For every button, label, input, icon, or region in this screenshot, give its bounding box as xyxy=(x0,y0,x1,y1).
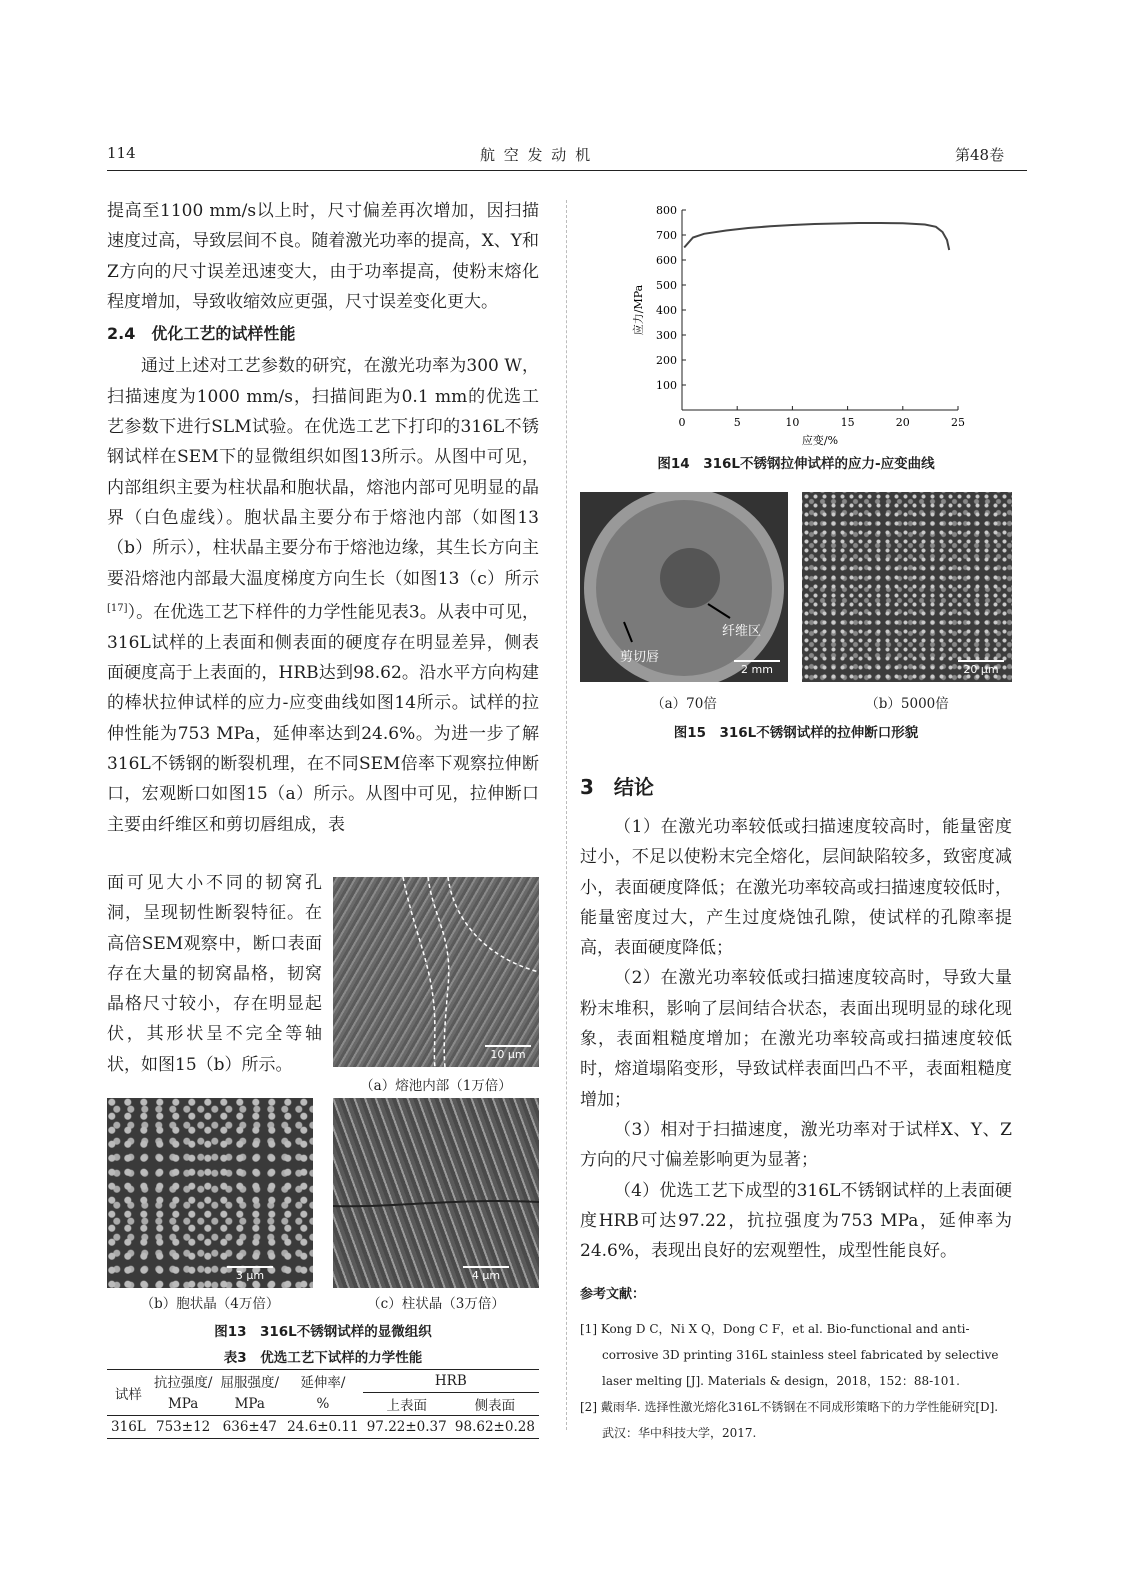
label-fiber-zone: 纤维区 xyxy=(722,624,762,639)
scale-bar: 3 μm xyxy=(227,1266,273,1282)
table-cell: 636±47 xyxy=(222,1419,277,1435)
label-shear-lip: 剪切唇 xyxy=(620,650,660,665)
x-tick-label: 25 xyxy=(951,416,965,429)
x-tick-label: 5 xyxy=(733,416,741,429)
paragraph: 面可见大小不同的韧窝孔洞，呈现韧性断裂特征。在高倍SEM观察中，断口表面存在大量的韧窝晶格，韧窝晶格尺寸较小，存在明显起伏，其形状呈不完全等轴状，如图15（b）所示。 xyxy=(107,873,322,1075)
scale-bar: 4 μm xyxy=(463,1266,509,1282)
table-header: HRB xyxy=(363,1370,539,1393)
table-header: 屈服强度/ xyxy=(220,1375,280,1392)
references-list xyxy=(580,1316,1012,1446)
figure-13a-sem-image xyxy=(333,877,539,1067)
conclusions-text xyxy=(580,812,1012,1266)
table-header: MPa xyxy=(234,1395,265,1412)
y-tick-label: 800 xyxy=(656,204,677,217)
scale-bar: 2 mm xyxy=(734,660,780,676)
figure-15b-caption: （b）5000倍 xyxy=(865,696,949,712)
figure-13b-sem-image xyxy=(107,1098,313,1288)
table-header: % xyxy=(316,1395,330,1412)
table-3 xyxy=(107,1369,539,1439)
figure-14-stress-strain-chart xyxy=(620,198,970,448)
paragraph: （4）优选工艺下成型的316L不锈钢试样的上表面硬度HRB可达97.22，抗拉强度为753 MPa，延伸率为24.6%，表现出良好的宏观塑性，成型性能良好。 xyxy=(580,1180,1012,1262)
figure-14-caption: 图14 316L不锈钢拉伸试样的应力-应变曲线 xyxy=(657,456,935,472)
header-rule xyxy=(107,170,1027,171)
table-header: 延伸率/ xyxy=(300,1375,346,1392)
section-heading-2-4: 2.4 优化工艺的试样性能 xyxy=(107,324,296,344)
table-header: 试样 xyxy=(114,1386,142,1403)
figure-13b-caption: （b）胞状晶（4万倍） xyxy=(140,1296,280,1312)
paragraph: （3）相对于扫描速度，激光功率对于试样X、Y、Z方向的尺寸偏差影响更为显著； xyxy=(580,1119,1012,1171)
x-axis-label: 应变/% xyxy=(801,434,839,447)
figure-13-caption: 图13 316L不锈钢试样的显微组织 xyxy=(214,1324,432,1340)
y-tick-label: 100 xyxy=(656,379,677,392)
reference-item: [2] 戴雨华. 选择性激光熔化316L不锈钢在不同成形策略下的力学性能研究[D]. 武汉：华中科技大学，2017. xyxy=(580,1400,999,1440)
table-cell: 98.62±0.28 xyxy=(454,1419,535,1435)
scale-bar: 10 μm xyxy=(485,1045,531,1061)
series-line xyxy=(684,223,949,250)
x-tick-label: 15 xyxy=(840,416,855,429)
table-cell: 753±12 xyxy=(155,1419,211,1435)
figure-13c-caption: （c）柱状晶（3万倍） xyxy=(367,1296,505,1312)
table-cell: 24.6±0.11 xyxy=(287,1419,359,1435)
y-tick-label: 400 xyxy=(656,304,677,317)
table-header: MPa xyxy=(167,1395,199,1412)
figure-13c-sem-image xyxy=(333,1098,539,1288)
column-divider xyxy=(566,200,567,1430)
table-row xyxy=(107,1416,539,1439)
x-tick-label: 10 xyxy=(785,416,800,429)
left-column-text xyxy=(107,196,539,840)
references-heading: 参考文献： xyxy=(580,1287,646,1302)
figure-15a-fracture-image xyxy=(580,492,788,682)
paragraph: 通过上述对工艺参数的研究，在激光功率为300 W，扫描速度为1000 mm/s，扫描间距为0.1 mm的优选工艺参数下进行SLM试验。在优选工艺下打印的316L不锈钢试样在SEM下的显微组织如图13所示。从图中可见，内部组织主要为柱状晶和胞状晶，熔池内部可见明显的晶界（白色虚线）。胞状晶主要分布于熔池内部（如图13（b）所示），柱状晶主要分布于熔池边缘，其生长方向主要沿熔池内部最大温度梯度方向生长（如图13（c）所示[17]）。在优选工艺下样件的力学性能见表3。从表中可见，316L试样的上表面和侧表面的硬度存在明显差异，侧表面硬度高于上表面的，HRB达到98.62。沿水平方向构建的棒状拉伸试样的应力-应变曲线如图14所示。试样的拉伸性能为753 MPa，延伸率达到24.6%。为进一步了解316L不锈钢的断裂机理，在不同SEM倍率下观察拉伸断口，宏观断口如图15（a）所示。从图中可见，拉伸断口主要由纤维区和剪切唇组成，表 xyxy=(107,356,539,835)
y-tick-label: 700 xyxy=(656,229,677,242)
y-tick-label: 300 xyxy=(656,329,677,342)
x-tick-label: 20 xyxy=(895,416,910,429)
figure-15a-caption: （a）70倍 xyxy=(651,696,717,712)
table-header: 抗拉强度/ xyxy=(153,1375,213,1392)
figure-15b-fracture-image xyxy=(802,492,1012,682)
y-tick-label: 600 xyxy=(656,254,677,267)
table-header: 侧表面 xyxy=(474,1398,516,1414)
y-axis-label: 应力/MPa xyxy=(632,284,645,336)
scale-bar: 20 μm xyxy=(958,660,1004,676)
section-heading-3: 3 结论 xyxy=(580,775,654,799)
citation: [17] xyxy=(107,602,128,614)
y-tick-label: 500 xyxy=(656,279,677,292)
paragraph: （2）在激光功率较低或扫描速度较高时，导致大量粉末堆积，影响了层间结合状态，表面出现明显的球化现象，表面粗糙度增加；在激光功率较高或扫描速度较低时，熔道塌陷变形，导致试样表面凹凸不平，表面粗糙度增加； xyxy=(580,968,1012,1110)
left-wrap-text xyxy=(107,868,322,1080)
table-3-caption: 表3 优选工艺下试样的力学性能 xyxy=(223,1350,423,1366)
table-cell: 316L xyxy=(111,1419,146,1435)
reference-item: [1] Kong D C，Ni X Q，Dong C F，et al. Bio-functional and anti-corrosive 3D printing 316L stainless steel fabricated by selective laser melting [J]. Materials & design，2018，152：88-101. xyxy=(580,1322,999,1388)
table-header: 上表面 xyxy=(386,1398,427,1414)
x-tick-label: 0 xyxy=(678,416,686,429)
figure-15-caption: 图15 316L不锈钢试样的拉伸断口形貌 xyxy=(673,725,919,741)
journal-title: 航 空 发 动 机 xyxy=(480,146,593,164)
y-tick-label: 200 xyxy=(656,354,677,367)
volume-label: 第48卷 xyxy=(955,146,1005,164)
paragraph: （1）在激光功率较低或扫描速度较高时，能量密度过小，不足以使粉末完全熔化，层间缺陷较多，致密度减小，表面硬度降低；在激光功率较高或扫描速度较低时，能量密度过大，产生过度烧蚀孔隙，使试样的孔隙率提高，表面硬度降低； xyxy=(580,817,1012,959)
page-number: 114 xyxy=(107,144,136,162)
table-cell: 97.22±0.37 xyxy=(366,1419,447,1435)
paragraph: 提高至1100 mm/s以上时，尺寸偏差再次增加，因扫描速度过高，导致层间不良。随着激光功率的提高，X、Y和Z方向的尺寸误差迅速变大，由于功率提高，使粉末熔化程度增加，导致收缩效应更强，尺寸误差变化更大。 xyxy=(107,201,539,312)
figure-13a-caption: （a）熔池内部（1万倍） xyxy=(360,1078,512,1094)
